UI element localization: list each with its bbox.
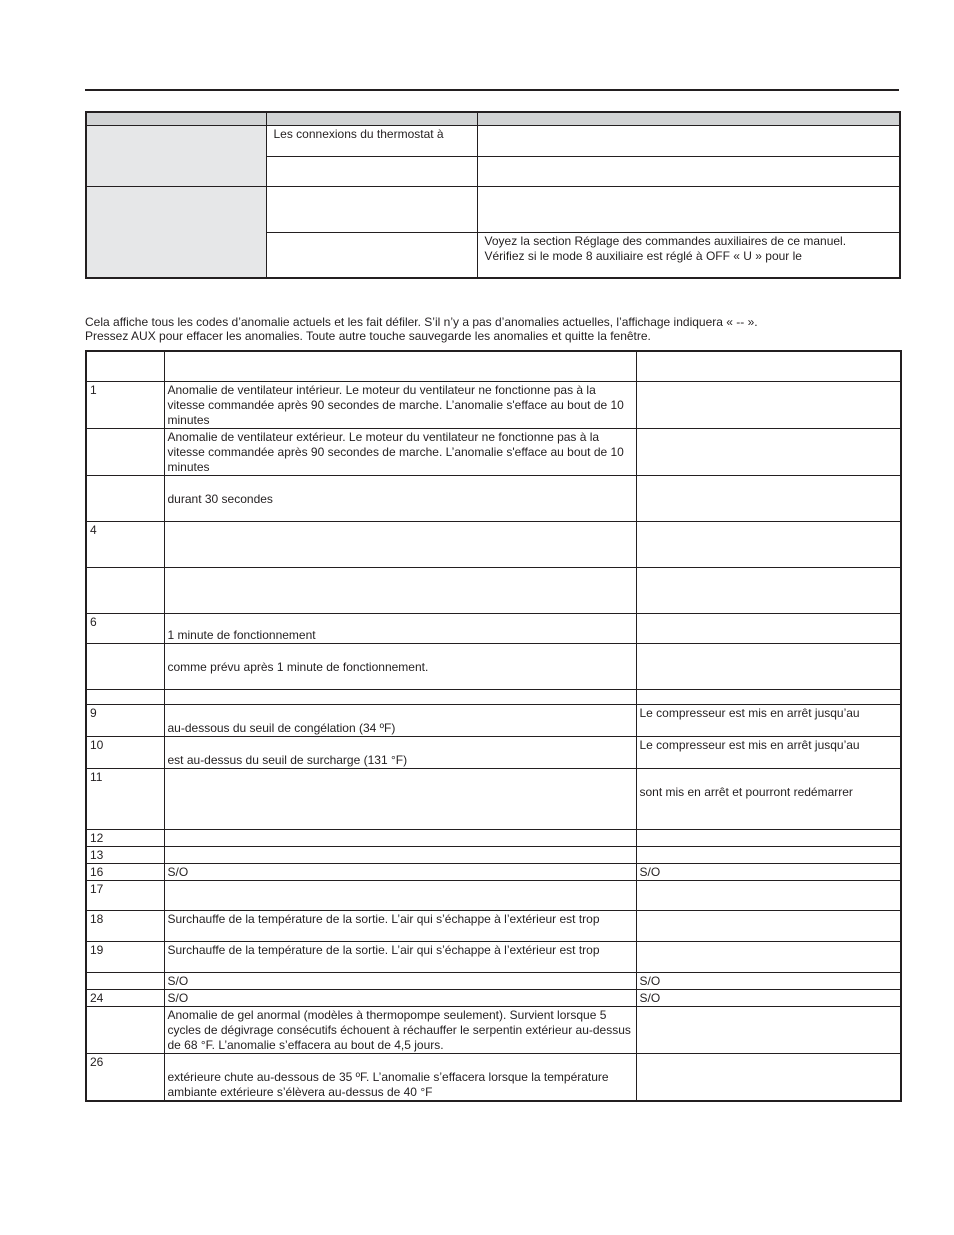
table-row <box>86 382 901 429</box>
table-row <box>86 187 900 233</box>
description-cell <box>164 881 636 911</box>
code-cell <box>86 429 164 476</box>
description-cell: Anomalie de gel anormal (modèles à thermopompe seulement). Survient lorsque 5 cycles de dégivrage consécutifs échouent à réchauffer le serpentin extérieur au-dessus de 68 °F. L’anomalie s’effacera au bout de 4,5 jours. <box>164 1007 636 1054</box>
info-line-2: Pressez AUX pour effacer les anomalies. Toute autre touche sauvegarde les anomalies et quitte la fenêtre. <box>85 329 651 343</box>
description-cell: Surchauffe de la température de la sortie. L’air qui s’échappe à l’extérieur est trop <box>164 942 636 973</box>
description-cell: S/O <box>164 973 636 990</box>
action-cell <box>636 614 901 644</box>
description-cell <box>164 769 636 830</box>
code-cell: 26 <box>86 1054 164 1102</box>
solution-cell <box>477 126 900 157</box>
action-cell <box>636 690 901 705</box>
table-row <box>86 942 901 973</box>
action-cell <box>636 830 901 847</box>
solution-cell: Voyez la section Réglage des commandes auxiliaires de ce manuel. Vérifiez si le mode 8 auxiliaire est réglé à OFF « U » pour le <box>477 233 900 278</box>
action-cell: S/O <box>636 990 901 1007</box>
code-cell: 19 <box>86 942 164 973</box>
description-cell <box>164 568 636 614</box>
code-cell: 12 <box>86 830 164 847</box>
description-cell: comme prévu après 1 minute de fonctionnement. <box>164 644 636 690</box>
description-cell: Anomalie de ventilateur extérieur. Le moteur du ventilateur ne fonctionne pas à la vitesse commandée après 90 secondes de marche. L’anomalie s'efface au bout de 10 minutes <box>164 429 636 476</box>
table-row <box>86 864 901 881</box>
description-cell: extérieure chute au-dessous de 35 ºF. L’anomalie s’effacera lorsque la température ambiante extérieure s’élèvera au-dessus de 40 °F <box>164 1054 636 1102</box>
cause-cell <box>266 187 477 233</box>
action-cell <box>636 568 901 614</box>
header-rule <box>85 89 899 91</box>
description-cell <box>164 847 636 864</box>
action-cell <box>636 847 901 864</box>
info-line-1: Cela affiche tous les codes d’anomalie actuels et les fait défiler. S’il n’y a pas d’anomalies actuelles, l’affichage indiquera « -- ». <box>85 315 758 329</box>
table-row <box>86 522 901 568</box>
table-row <box>86 1007 901 1054</box>
code-cell: 17 <box>86 881 164 911</box>
action-cell <box>636 942 901 973</box>
code-cell <box>86 476 164 522</box>
action-cell <box>636 522 901 568</box>
cause-cell: Les connexions du thermostat à <box>266 126 477 157</box>
code-cell <box>86 644 164 690</box>
fault-codes-table <box>85 350 902 1102</box>
solution-cell <box>477 187 900 233</box>
table-row <box>86 690 901 705</box>
code-cell: 4 <box>86 522 164 568</box>
solution-cell <box>477 157 900 187</box>
table-row <box>86 847 901 864</box>
table-header-row <box>86 112 900 126</box>
action-cell: Le compresseur est mis en arrêt jusqu’au <box>636 737 901 769</box>
cause-cell <box>266 157 477 187</box>
problem-cell <box>86 187 266 278</box>
action-cell <box>636 911 901 942</box>
action-cell <box>636 429 901 476</box>
table-row <box>86 126 900 157</box>
table-row <box>86 973 901 990</box>
troubleshooting-table <box>85 111 901 279</box>
description-cell: au-dessous du seuil de congélation (34 ºF) <box>164 705 636 737</box>
action-cell <box>636 382 901 429</box>
code-cell <box>86 690 164 705</box>
description-cell <box>164 522 636 568</box>
action-cell: S/O <box>636 864 901 881</box>
action-cell: sont mis en arrêt et pourront redémarrer <box>636 769 901 830</box>
action-cell <box>636 1054 901 1102</box>
code-cell: 10 <box>86 737 164 769</box>
code-cell <box>86 1007 164 1054</box>
code-cell: 1 <box>86 382 164 429</box>
table-row <box>86 476 901 522</box>
action-cell <box>636 1007 901 1054</box>
table-header-row <box>86 351 901 382</box>
table-row <box>86 911 901 942</box>
action-cell <box>636 881 901 911</box>
code-cell: 24 <box>86 990 164 1007</box>
description-cell <box>164 830 636 847</box>
table-row <box>86 881 901 911</box>
table-row <box>86 1054 901 1102</box>
table-row <box>86 830 901 847</box>
action-cell <box>636 476 901 522</box>
code-cell: 18 <box>86 911 164 942</box>
code-cell <box>86 568 164 614</box>
code-cell <box>86 973 164 990</box>
description-cell <box>164 690 636 705</box>
problem-cell <box>86 126 266 187</box>
description-cell: S/O <box>164 864 636 881</box>
code-cell: 16 <box>86 864 164 881</box>
code-cell: 6 <box>86 614 164 644</box>
table-row <box>86 990 901 1007</box>
cause-cell <box>266 233 477 278</box>
description-cell: est au-dessus du seuil de surcharge (131 °F) <box>164 737 636 769</box>
action-cell: Le compresseur est mis en arrêt jusqu’au <box>636 705 901 737</box>
table-row <box>86 705 901 737</box>
table-row <box>86 644 901 690</box>
description-cell: Surchauffe de la température de la sortie. L’air qui s’échappe à l’extérieur est trop <box>164 911 636 942</box>
table-row <box>86 769 901 830</box>
code-cell: 9 <box>86 705 164 737</box>
action-cell: S/O <box>636 973 901 990</box>
description-cell: S/O <box>164 990 636 1007</box>
code-cell: 13 <box>86 847 164 864</box>
code-cell: 11 <box>86 769 164 830</box>
description-text: 1 minute de fonctionnement <box>167 628 316 642</box>
table-row <box>86 614 901 644</box>
action-cell <box>636 644 901 690</box>
table-row <box>86 429 901 476</box>
description-cell: Anomalie de ventilateur intérieur. Le moteur du ventilateur ne fonctionne pas à la vitesse commandée après 90 secondes de marche. L’anomalie s'efface au bout de 10 minutes <box>164 382 636 429</box>
description-cell <box>164 614 636 644</box>
table-row <box>86 737 901 769</box>
table-row <box>86 568 901 614</box>
description-cell: durant 30 secondes <box>164 476 636 522</box>
